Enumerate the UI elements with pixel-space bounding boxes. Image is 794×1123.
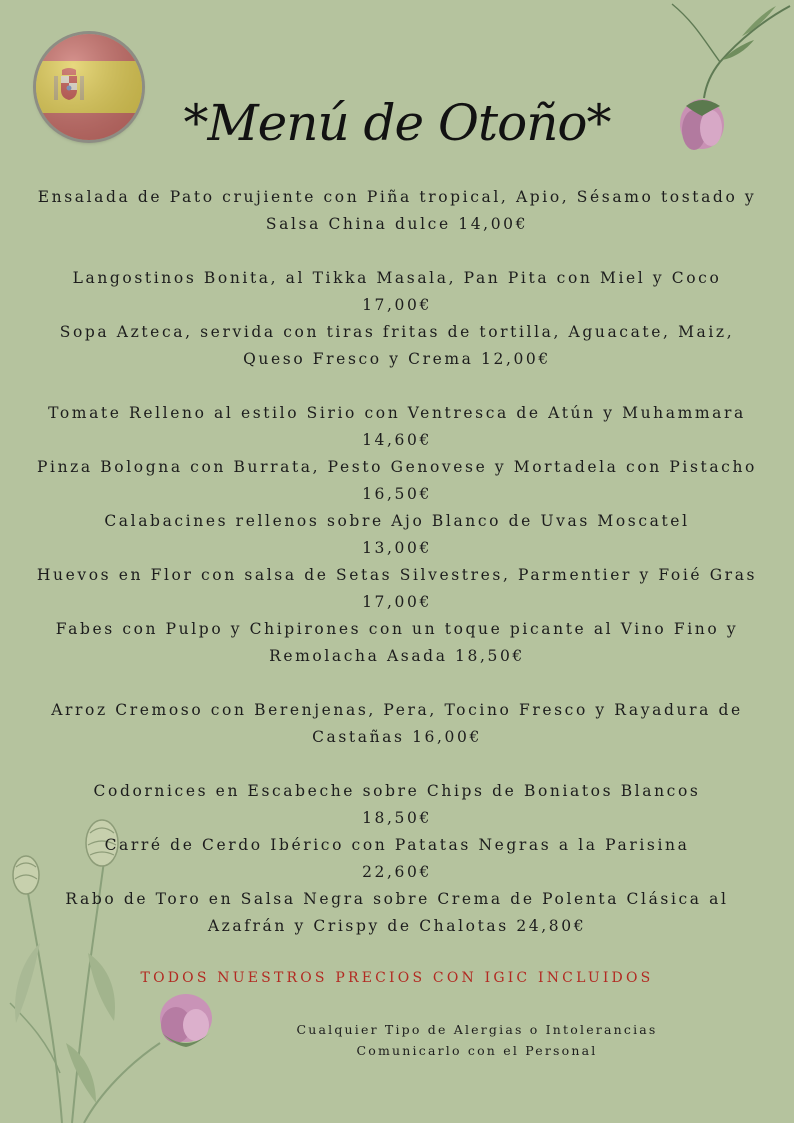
menu-spacer <box>20 373 774 400</box>
menu-item-line: Castañas 16,00€ <box>312 728 482 746</box>
menu-item-line: 17,00€ <box>362 593 432 611</box>
menu-item-line: Arroz Cremoso con Berenjenas, Pera, Tocino Fresco y Rayadura de <box>51 701 743 719</box>
allergy-line: Cualquier Tipo de Alergias o Intolerancias <box>296 1022 658 1037</box>
allergy-line: Comunicarlo con el Personal <box>356 1043 598 1058</box>
menu-list <box>20 184 774 940</box>
menu-item-line: 17,00€ <box>362 296 432 314</box>
menu-item-line: Calabacines rellenos sobre Ajo Blanco de Uvas Moscatel <box>104 512 690 530</box>
menu-item-line: 14,60€ <box>362 431 432 449</box>
menu-item-line: Codornices en Escabeche sobre Chips de Boniatos Blancos <box>93 782 701 800</box>
menu-item-line: Tomate Relleno al estilo Sirio con Ventresca de Atún y Muhammara <box>48 404 746 422</box>
menu-item-line: Queso Fresco y Crema 12,00€ <box>243 350 551 368</box>
allergy-note <box>160 1019 794 1061</box>
menu-spacer <box>20 238 774 265</box>
menu-item-line: 13,00€ <box>362 539 432 557</box>
menu-item-line: 16,50€ <box>362 485 432 503</box>
menu-item-line: Salsa China dulce 14,00€ <box>265 215 529 233</box>
menu-spacer <box>20 751 774 778</box>
menu-item-line: Rabo de Toro en Salsa Negra sobre Crema de Polenta Clásica al <box>65 890 729 908</box>
menu-spacer <box>20 670 774 697</box>
menu-item-line: Sopa Azteca, servida con tiras fritas de tortilla, Aguacate, Maiz, <box>59 323 735 341</box>
menu-title: *Menú de Otoño* <box>183 94 611 152</box>
menu-item-line: 22,60€ <box>362 863 432 881</box>
menu-item-line: Remolacha Asada 18,50€ <box>269 647 525 665</box>
menu-item-line: Langostinos Bonita, al Tikka Masala, Pan Pita con Miel y Coco <box>72 269 722 287</box>
menu-item-line: Ensalada de Pato crujiente con Piña tropical, Apio, Sésamo tostado y <box>37 188 757 206</box>
menu-item-line: Carré de Cerdo Ibérico con Patatas Negras a la Parisina <box>104 836 690 854</box>
menu-item-line: Fabes con Pulpo y Chipirones con un toque picante al Vino Fino y <box>55 620 739 638</box>
igic-notice: TODOS NUESTROS PRECIOS CON IGIC INCLUIDOS <box>140 970 654 986</box>
menu-item-line: 18,50€ <box>362 809 432 827</box>
menu-item-line: Azafrán y Crispy de Chalotas 24,80€ <box>207 917 587 935</box>
menu-item-line: Huevos en Flor con salsa de Setas Silvestres, Parmentier y Foié Gras <box>36 566 758 584</box>
menu-item-line: Pinza Bologna con Burrata, Pesto Genovese y Mortadela con Pistacho <box>37 458 757 476</box>
